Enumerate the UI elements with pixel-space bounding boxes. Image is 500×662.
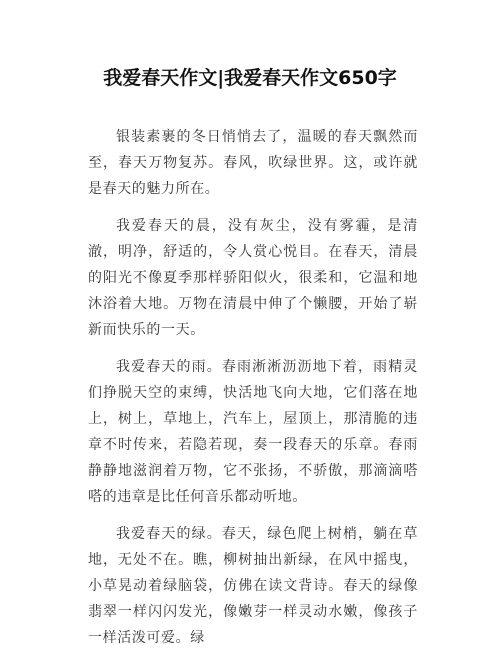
paragraph-4: 我爱春天的绿。春天，绿色爬上树梢，躺在草地，无处不在。瞧，柳树抽出新绿，在风中摇曳，小草晃动着绿脑袋，仿佛在读文背诗。春天的绿像翡翠一样闪闪发光，像嫩芽一样灵动水嫩，像孩子一样活泼可爱。绿 — [88, 526, 418, 646]
article-body — [88, 124, 418, 662]
article-title: 我爱春天作文|我爱春天作文650字 — [103, 67, 397, 89]
paragraph-2: 我爱春天的晨，没有灰尘，没有雾霾，是清澈，明净，舒适的，令人赏心悦目。在春天，清晨的阳光不像夏季那样骄阳似火，很柔和，它温和地沐浴着大地。万物在清晨中伸了个懒腰，开始了崭新而快乐的一天。 — [88, 218, 418, 338]
paragraph-1: 银装素裹的冬日悄悄去了，温暖的春天飘然而至，春天万物复苏。春风，吹绿世界。这，或许就是春天的魅力所在。 — [88, 129, 418, 197]
paragraph-3: 我爱春天的雨。春雨淅淅沥沥地下着，雨精灵们挣脱天空的束缚，快活地飞向大地，它们落在地上，树上，草地上，汽车上，屋顶上，那清脆的违章不时传来，若隐若现，奏一段春天的乐章。春雨静静地滋润着万物，它不张扬，不骄傲，那滴滴嗒嗒的违章是比任何音乐都动听地。 — [88, 359, 418, 505]
